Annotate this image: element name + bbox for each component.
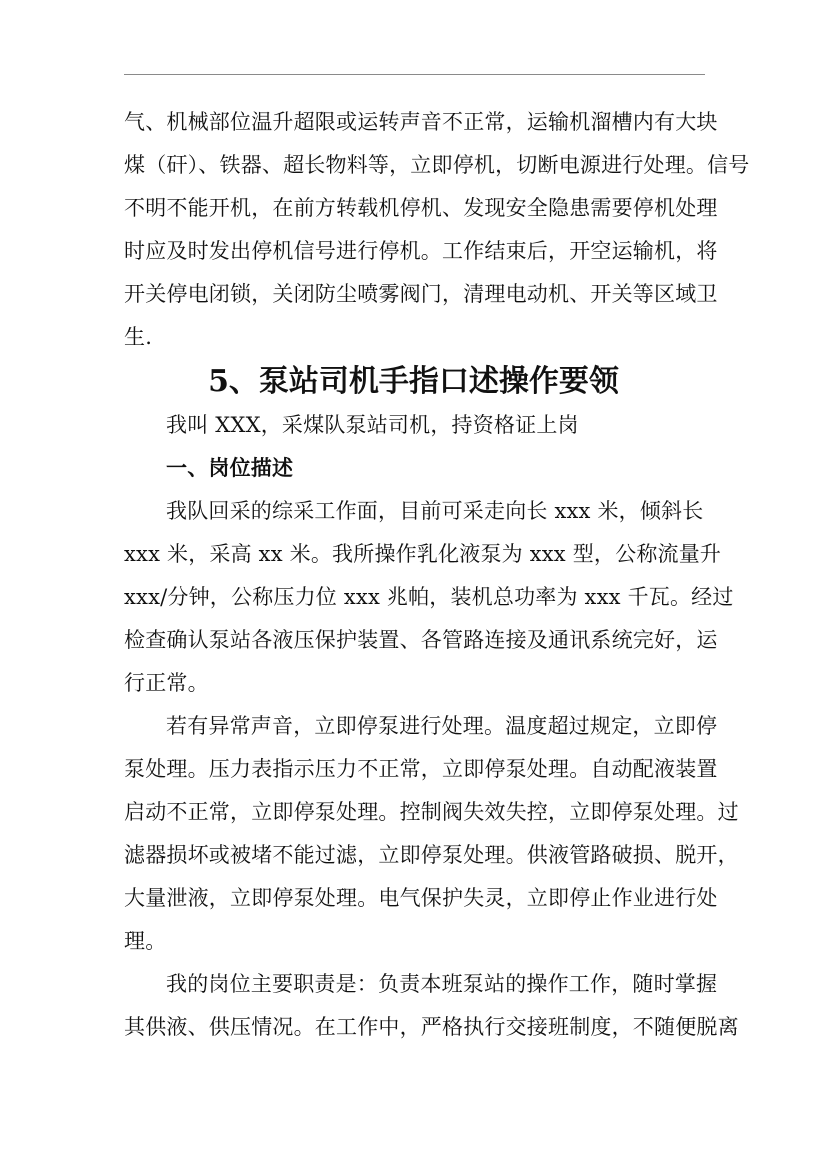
paragraph-line: 我的岗位主要职责是：负责本班泵站的操作工作，随时掌握 xyxy=(166,972,718,996)
intro-line: 我叫 XXX，采煤队泵站司机，持资格证上岗 xyxy=(166,413,579,437)
paragraph-line: 大量泄液，立即停泵处理。电气保护失灵，立即停止作业进行处 xyxy=(124,886,718,910)
paragraph-line: 若有异常声音，立即停泵进行处理。温度超过规定，立即停 xyxy=(166,714,718,738)
paragraph-line: 泵处理。压力表指示压力不正常，立即停泵处理。自动配液装置 xyxy=(124,757,718,781)
paragraph-line: 行正常。 xyxy=(124,671,209,695)
continuation-line: 煤（矸）、铁器、超长物料等，立即停机，切断电源进行处理。信号 xyxy=(124,153,750,177)
continuation-line: 气、机械部位温升超限或运转声音不正常，运输机溜槽内有大块 xyxy=(124,110,718,134)
continuation-line: 时应及时发出停机信号进行停机。工作结束后，开空运输机，将 xyxy=(124,239,718,263)
paragraph-line: 启动不正常，立即停泵处理。控制阀失效失控，立即停泵处理。过 xyxy=(124,800,739,824)
continuation-line: 不明不能开机，在前方转载机停机、发现安全隐患需要停机处理 xyxy=(124,196,718,220)
continuation-line: 开关停电闭锁，关闭防尘喷雾阀门，清理电动机、开关等区域卫 xyxy=(124,282,718,306)
section-title: 5、泵站司机手指口述操作要领 xyxy=(208,364,619,399)
header-rule xyxy=(124,74,705,75)
subheading: 一、岗位描述 xyxy=(166,455,294,480)
paragraph-line: 检查确认泵站各液压保护装置、各管路连接及通讯系统完好，运 xyxy=(124,628,718,652)
paragraph-line: xxx 米，采高 xx 米。我所操作乳化液泵为 xxx 型，公称流量升 xyxy=(124,542,722,566)
paragraph-line: 我队回采的综采工作面，目前可采走向长 xxx 米，倾斜长 xyxy=(166,499,704,523)
continuation-line: 生. xyxy=(124,325,153,349)
paragraph-line: 滤器损坏或被堵不能过滤，立即停泵处理。供液管路破损、脱开， xyxy=(124,843,739,867)
paragraph-line: xxx/分钟，公称压力位 xxx 兆帕，装机总功率为 xxx 千瓦。经过 xyxy=(124,585,734,609)
paragraph-line: 其供液、供压情况。在工作中，严格执行交接班制度，不随便脱离 xyxy=(124,1015,739,1039)
paragraph-line: 理。 xyxy=(124,929,167,953)
